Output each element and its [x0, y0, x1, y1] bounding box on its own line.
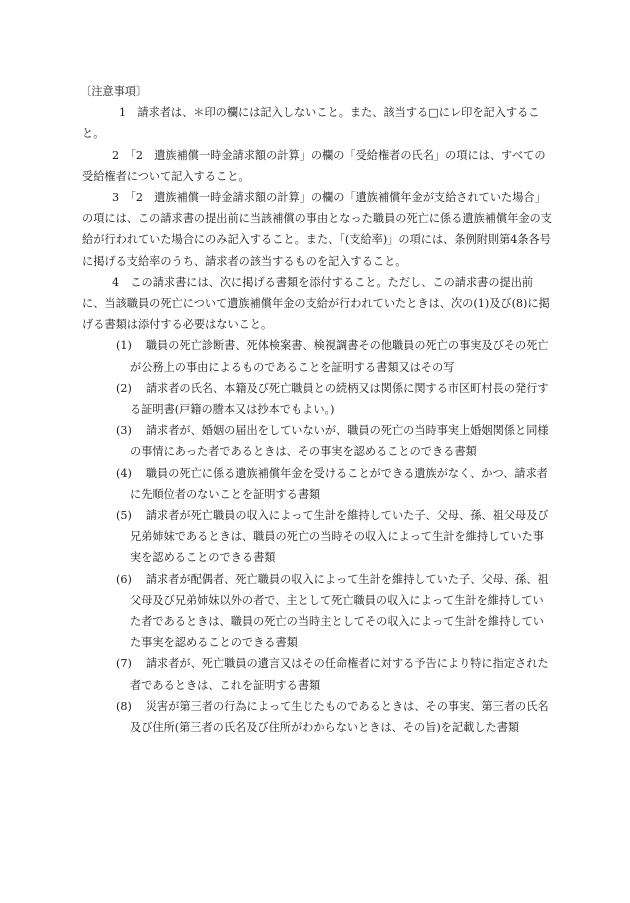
note-text: この請求書には、次に掲げる書類を添付すること。ただし、この請求書の提出前に、当該職員の死亡について遺族補償年金の支給が行われていたときは、次の(1)及び(8)に掲げる書類は添付する必要はないこと。: [82, 275, 550, 332]
notes-list: [82, 102, 552, 738]
note-item-4: [82, 272, 552, 336]
attachment-text: 請求者が、婚姻の届出をしていないが、職員の死亡の当時事実上婚姻関係と同様の事情にあった者であるときは、その事実を認めることのできる書類: [130, 424, 549, 459]
attachment-number: (3): [116, 424, 132, 438]
note-text: 「2 遺族補償一時金請求額の計算」の欄の「受給権者の氏名」の項には、すべての受給権者について記入すること。: [82, 148, 546, 183]
attachment-item-7: [82, 653, 552, 695]
notes-document: [82, 81, 552, 738]
note-item-3: [82, 187, 552, 272]
attachment-text: 請求者が死亡職員の収入によって生計を維持していた子、父母、孫、祖父母及び兄弟姉妹であるときは、職員の死亡の当時その収入によって生計を維持していた事実を認めることのできる書類: [130, 509, 549, 565]
attachment-item-2: [82, 378, 552, 420]
attachment-number: (6): [116, 572, 132, 586]
attachment-item-4: [82, 463, 552, 505]
attachment-item-6: [82, 569, 552, 654]
attachment-item-5: [82, 505, 552, 569]
note-text: 請求者は、＊印の欄には記入しないこと。また、該当する□にレ印を記入すること。: [82, 106, 540, 141]
note-number: 3: [112, 191, 120, 205]
attachment-text: 災害が第三者の行為によって生じたものであるときは、その事実、第三者の氏名及び住所(第三者の氏名及び住所がわからないときは、その旨)を記載した書類: [130, 699, 549, 735]
attachment-number: (7): [116, 657, 132, 671]
attachment-number: (8): [116, 699, 132, 713]
attachment-item-1: [82, 335, 552, 377]
attachment-number: (4): [116, 466, 132, 480]
attachment-number: (2): [116, 381, 132, 395]
attachment-list: [82, 335, 552, 738]
note-item-2: [82, 145, 552, 187]
attachment-text: 職員の死亡に係る遺族補償年金を受けることができる遺族がなく、かつ、請求者に先順位者のないことを証明する書類: [130, 466, 548, 501]
attachment-text: 請求者が、死亡職員の遺言又はその任命権者に対する予告により特に指定された者であるときは、これを証明する書類: [130, 657, 549, 692]
note-number: 1: [119, 106, 127, 120]
attachment-text: 請求者が配偶者、死亡職員の収入によって生計を維持していた子、父母、孫、祖父母及び兄弟姉妹以外の者で、主として死亡職員の収入によって生計を維持していた者であるときは、職員の死亡の当時主としてその収入によって生計を維持していた事実を認めることのできる書類: [130, 572, 549, 650]
attachment-text: 請求者の氏名、本籍及び死亡職員との続柄又は関係に関する市区町村長の発行する証明書(戸籍の謄本又は抄本でもよい。): [130, 381, 549, 417]
note-number: 2: [112, 148, 120, 162]
attachment-number: (5): [116, 509, 132, 523]
attachment-item-8: [82, 696, 552, 738]
note-number: 4: [112, 275, 120, 289]
attachment-text: 職員の死亡診断書、死体検案書、検視調書その他職員の死亡の事実及びその死亡が公務上の事由によるものであることを証明する書類又はその写: [130, 339, 549, 374]
attachment-number: (1): [116, 339, 132, 353]
attachment-item-3: [82, 420, 552, 462]
note-item-1: [82, 102, 552, 144]
note-text: 「2 遺族補償一時金請求額の計算」の欄の「遺族補償年金が支給されていた場合」の項には、この請求書の提出前に当該補償の事由となった職員の死亡に係る遺族補償年金の支給が行われていた場合にのみ記入すること。また、「(支給率)」の項には、条例附則第4条各号に掲げる支給率のうち、請求者の該当するものを記入すること。: [82, 191, 552, 268]
notes-heading: 〔注意事項〕: [80, 85, 148, 98]
